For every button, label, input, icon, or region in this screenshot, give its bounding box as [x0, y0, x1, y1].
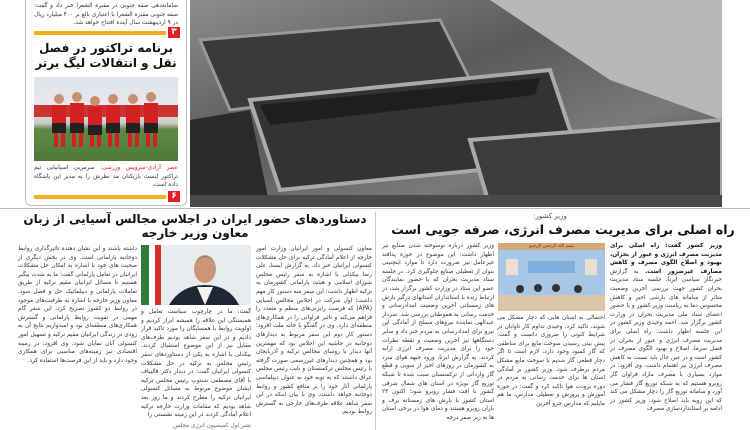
section-divider [0, 208, 750, 209]
photo-banner: بسم الله الرحمن الرحیم [498, 243, 605, 250]
coal-carts-photo [190, 0, 722, 207]
related-caption[interactable]: نشر اول کمیسیون انرژی مجلس [173, 422, 251, 429]
meeting-photo [498, 243, 605, 311]
article-column: احتمالی به استان هایی که دچار مشکل می شوند، تاکید کرد. وحیدی تداوم کار تاوابان در شرایط کنونی را ضروری دانست و گفت: پیش بینی رسیدن سوخت مایع برای مناطقی که گاز کمبود وجود دارد، لازم است تا اگر دچار قطعی گاز شدیم با سوخت مایع مشکل مردم برطرف شود. وزیر کشور بر آمادگی استان ها برای خدمت رسانی به مردم در دوره برودت هوا تاکید کرد و گفت: در حوزه آموزش و پرورش و تعطیلی مدارس، ما هم مایلیم که مدارس جزو آخرین [497, 315, 605, 407]
article-column: وزیر کشور درباره توسوخته شدن صنایع نیز اظهار داشت: این موضوع در حوزه پدافند غیرعامل نیز ضرورت دارد تا موارد اینچنینی بتوان از تعطیلی صنایع جلوگیری کرد. در جلسه ستاد مدیریت بحران که با حضور نمایندگان عضو این ستاد در وزارت کشور برگزار شد، در ارتباط زنده با استانداران استانهای درگیر بارش های زمستانی آخرین وضعیت امدادرسانی و خدمت رسانی به هموطنان بررسی شد. سردار عبدالهی نماینده نیروهای مسلح از آمادگی این نیرو برای امدادرسانی به مردم خبر داد و سایر دستگاهها نیز آخرین وضعیت و نقطه نظرات خود را برای مدیریت مصرف انرژی ارایه کردند. به گزارش ایرنا، ورود جبهه هوای سرد به کشورمان در روزهای اخیر از سویی و قطع گاز وارداتی از ترکمنستان سبب شده تا شبکه توزیع گاز بویژه در استان های شمال شرقی کشور با افت فشار روبرو شود؛ اکنون ۲۳ استان کشور با بارش های زمستانه برف و باران روبرو هستند و دمای هوا در برخی استان ها به زیر صفر درجه [382, 243, 494, 421]
article-body: گفت: ما در چارچوب سیاست تعامل و همبستگی این علاقه را همیشه ابراز کردیم و اولویت روابط با همسایگان را مورد تاکید قرار دادیم و در این سفر شاهد بودیم طرف‌های مقابل نیز از این موضوع استقبال کردند. بیکدلی با اشاره به یکی از دستاوردهای سفر رئیس مجلس به ترکیه در حل مشکلات کنسولی ایرانیان گفت: در دیدار دکتر قالیباف با آقای مصطفی شنتوپ رئیس مجلس ترکیه ایشان موضوع مربوط به مسائل کنسولی ایرانیان ترکیه را مطرح کردند و ما روز بعد شاهد بودیم که مقامات وزارت خارجه ترکیه اعلام آمادگی کردند در این زمینه نشستی را [141, 309, 251, 419]
photo-caption [34, 164, 178, 190]
sidebar-box [25, 0, 187, 206]
official-portrait-photo [141, 245, 251, 305]
article-headline[interactable]: دستاوردهای حضور ایران در اجلاس مجالس آسیایی از زبان معاون وزیر خارجه [23, 212, 367, 240]
page-ref-badge[interactable]: ۳ [168, 27, 180, 38]
coal-carts-illustration [190, 0, 722, 207]
article-column [141, 308, 251, 430]
page-ref-badge[interactable]: ۶ [168, 191, 180, 202]
divider-bar [34, 195, 166, 199]
meeting-illustration [498, 243, 605, 311]
article-kicker: وزیر کشور: [533, 212, 567, 220]
sidebar-headline[interactable]: برنامه تراکتور در فصل نقل و انتقالات لیگ برتر [35, 41, 177, 70]
column-divider [375, 212, 376, 430]
article-column [610, 242, 722, 414]
article-column: داشته باشند و این نشان دهنده تاثیرگذاری روابط دوجانبه پارلمانی است. وی در بخش دیگری از صحبت های خود با اشاره به امکان حل مشکلات ایرانیان در تعامل پارلمانی گفت: ما به شدت پیگیر هستیم تا مسائل ایرانیان مقیم ترکیه از طریق تعاملات پارلمانی و دیپلماتیک حل و فصل شود. معاون وزیر خارجه با اشاره به ظرفیت‌های موجود در روابط دو کشور تصریح کرد: این سفر گام مهمی در تقویت روابط پارلمانی و گسترش همکاری‌های منطقه‌ای بود و امیدواریم نتایج آن به زودی در زندگی ایرانیان مقیم ترکیه و تسهیل امور کنسولی آنان نمایان شود. وی افزود: در زمینه اقتصادی نیز زمینه‌های مناسبی برای همکاری وجود دارد و باید از این فرصت‌ها استفاده کرد. [18, 246, 137, 364]
football-team-photo [34, 77, 178, 161]
caption-source: عصر آزادی-سرویس ورزشی: [100, 165, 179, 171]
sidebar-top-text: سامانه‌دهی صفه جنوبی در مقبره الشعرا خبر داد و گفت: صفه جنوبی مقبره الشعرا با اعتباری بالغ بر ۴۰۰ میلیارد ریال در ۹ اردیبهشت سال آینده افتتاح خواهد شد. [34, 3, 178, 27]
caption-text: سرمربی اسپانیایی تیم تراکتور لیست بازیکنان مد نظرش را به مدیر این باشگاه داده است. [34, 165, 178, 189]
article-body: به گزارش خبرنگار سیاسی ایرنا، جلسه ستاد مدیریت بحران کشور جهت بررسی آخرین وضعیت متاثر از سامانه های بارشی اخیر و کاهش محسوس دما به ریاست وزیر کشور و با حضور اعضای ستاد ملی مدیریت بحران در وزارت کشور برگزار شد. احمد وحیدی وزیر کشور در این جلسه اظهار داشت: راه اصلی برای مدیریت مصرف انرژی و عبور از بحران در فصل سرما، اصلاح و بهبود الگوی مصرف در کشور است و در عین حال باید نسبت به کاهش مصرف انرژی نیز اهتمام داشت. وی افزود: در موارد بسیاری با مصرف مازاد فراوان گاز روبرو هستیم که به شبکه توزیع گاز فشار می آورد و سامانه توزیع گاز را دچار مشکل می کند که این رویه باید اصلاح شود. وزیر کشور در ادامه بر استانداردسازی مصرف [610, 268, 722, 413]
players-illustration [34, 77, 178, 161]
divider-bar [34, 31, 166, 35]
article-lead: وزیر کشور گفت: راه اصلی برای مدیریت مصرف انرژی و عبور از بحران، بهبود و اصلاح الگوی مصرف و کاهش مصارف غیرضرور است. [610, 243, 722, 275]
article-headline[interactable]: راه اصلی برای مدیریت مصرف انرژی، صرفه جویی است [391, 222, 735, 237]
portrait-illustration [141, 245, 251, 305]
article-column: معاون کنسولی و امور ایرانیان وزارت امور خارجه از اعلام آمادگی ترکیه برای حل مشکلات کنسولی ایرانیان خبر داد. به گزارش ایسنا، علی رضا بیکدلی با اشاره به سفر رئیس مجلس شورای اسلامی و هیئت پارلمانی کشورمان به ترکیه اظهار داشت: این سفر سه دستور کار مهم داشت؛ اول شرکت در اجلاس مجالس آسیایی (APA) که فرصت رایزنی‌های منظم و متعدد را فراهم می‌کند و تاثیر فراوانی را در همکاری‌های منطقه‌ای دارد. وی در گفتگو با خانه ملت افزود: دستور کار دوم این سفر مربوط به دیدارهای دوجانبه در حاشیه این اجلاس بود که مهمترین آنها دیدار با روسای مجالس ترکیه و آذربایجان بود و همچنین دیدارهای غیررسمی صورت گرفته با رئیس مجلس ترکمنستان و نایب رئیس مجلس عراق داشتند که به نوبه خود به عنوان دیپلماسی پارلمانی آثار خود را بر منافع کشور و روابط دوجانبه خواهد داشت. وی با بیان اینکه در این سفر شاهد علاقه طرف‌های خارجی به گسترش روابط بودیم، [256, 246, 372, 416]
